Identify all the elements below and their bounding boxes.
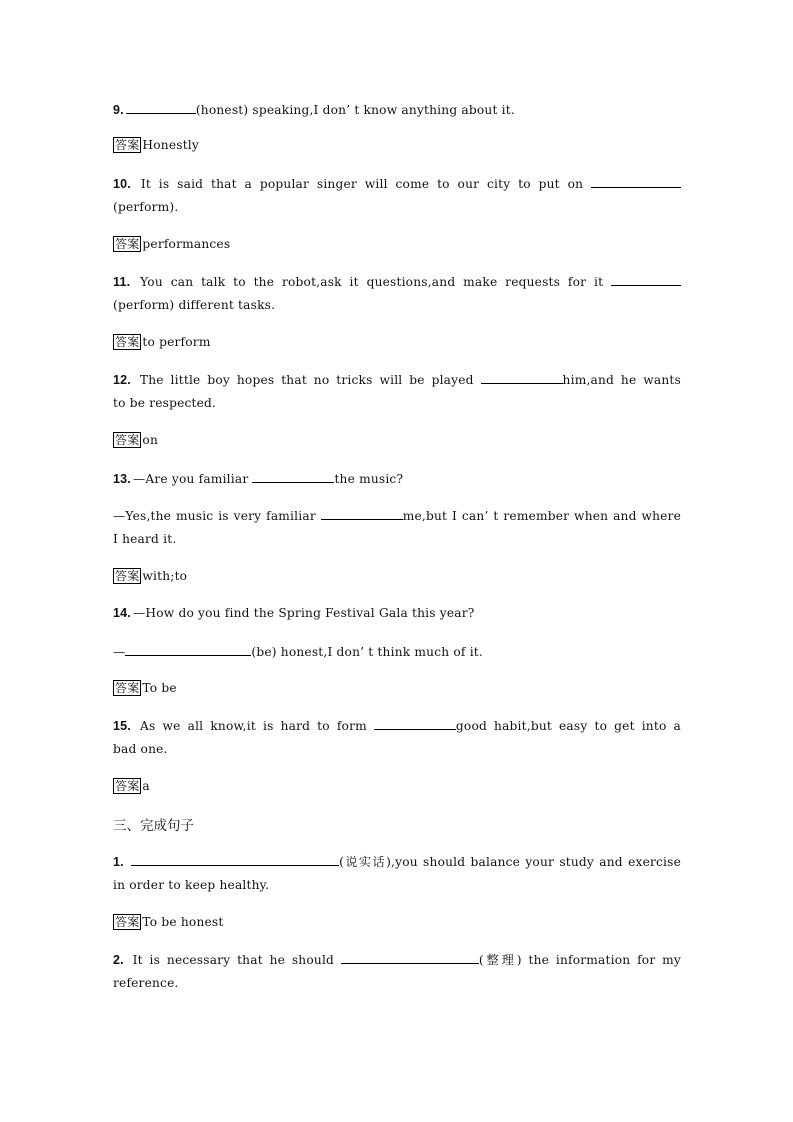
question-number: 15. [113, 719, 131, 733]
question-text: the music? [334, 472, 404, 486]
answer-tag: 答案 [115, 569, 140, 583]
question-number: 14. [113, 606, 131, 620]
question-12-line2 [113, 395, 681, 411]
answer-tag: 答案 [115, 237, 140, 251]
answer-text: to perform [142, 335, 211, 349]
question-text: (perform) different tasks. [113, 298, 276, 312]
question-12 [113, 371, 681, 388]
answer-blank [321, 507, 403, 520]
question-text: reference. [113, 976, 179, 990]
question-text: You can talk to the robot,ask it questions,and make requests for it [140, 275, 604, 289]
question-13 [113, 470, 681, 487]
answer-blank [252, 470, 334, 483]
question-text: (说实话),you should balance your study and exercise [339, 855, 682, 869]
answer-blank [591, 175, 681, 188]
question-text: in order to keep healthy. [113, 878, 270, 892]
question-text: him,and he wants [562, 373, 681, 387]
question-text: to be respected. [113, 396, 217, 410]
answer-tag: 答案 [115, 335, 140, 349]
answer-tag: 答案 [115, 779, 140, 793]
answer-12 [113, 432, 681, 448]
question-text: —Yes,the music is very familiar [113, 509, 316, 523]
question-13-line3 [113, 531, 681, 547]
sentence-2 [113, 951, 681, 968]
question-text: good habit,but easy to get into a [455, 719, 681, 733]
answer-9 [113, 137, 681, 153]
answer-tag: 答案 [115, 915, 140, 929]
sentence-1 [113, 853, 681, 870]
answer-tag: 答案 [115, 681, 140, 695]
answer-s1 [113, 914, 681, 930]
question-15-line2 [113, 741, 681, 757]
answer-text: on [142, 433, 158, 447]
answer-text: performances [142, 237, 231, 251]
answer-blank [611, 273, 681, 286]
section-heading: 三、完成句子 [113, 818, 194, 834]
question-text: (be) honest,I don’ t think much of it. [251, 645, 483, 659]
question-13-line2 [113, 507, 681, 524]
question-10 [113, 175, 681, 192]
question-number: 2. [113, 953, 124, 967]
answer-blank [481, 371, 563, 384]
question-text: (honest) speaking,I don’ t know anything about it. [195, 103, 515, 117]
question-14 [113, 605, 681, 621]
question-text: I heard it. [113, 532, 177, 546]
question-14-line2 [113, 643, 681, 660]
sentence-1-line2 [113, 877, 681, 893]
question-11 [113, 273, 681, 290]
question-text: me,but I can’ t remember when and where [402, 509, 682, 523]
question-text: (perform). [113, 200, 179, 214]
answer-blank [341, 951, 479, 964]
answer-text: To be [142, 681, 177, 695]
answer-blank [125, 643, 251, 656]
question-number: 9. [113, 103, 124, 117]
answer-text: with;to [142, 569, 188, 583]
sentence-2-line2 [113, 975, 681, 991]
question-15 [113, 717, 681, 734]
question-text: As we all know,it is hard to form [140, 719, 367, 733]
question-text: It is necessary that he should [132, 953, 335, 967]
answer-blank [126, 101, 196, 114]
answer-blank [131, 853, 339, 866]
question-number: 12. [113, 373, 131, 387]
question-text: (整理) the information for my [478, 953, 682, 967]
question-text: —Are you familiar [132, 472, 249, 486]
answer-text: Honestly [142, 138, 199, 152]
question-9 [113, 101, 681, 118]
answer-blank [374, 717, 456, 730]
question-number: 11. [113, 275, 131, 289]
answer-text: a [142, 779, 150, 793]
question-number: 1. [113, 855, 124, 869]
question-11-line2 [113, 297, 681, 313]
answer-10 [113, 236, 681, 252]
question-text: — [113, 645, 126, 659]
answer-tag: 答案 [115, 138, 140, 152]
question-number: 13. [113, 472, 131, 486]
answer-15 [113, 778, 681, 794]
question-text: bad one. [113, 742, 168, 756]
answer-text: To be honest [142, 915, 224, 929]
question-text: —How do you find the Spring Festival Gala this year? [132, 606, 475, 620]
answer-tag: 答案 [115, 433, 140, 447]
answer-11 [113, 334, 681, 350]
question-10-line2 [113, 199, 681, 215]
answer-13 [113, 568, 681, 584]
question-text: The little boy hopes that no tricks will be played [139, 373, 474, 387]
question-number: 10. [113, 177, 131, 191]
question-text: It is said that a popular singer will come to our city to put on [140, 177, 584, 191]
answer-14 [113, 680, 681, 696]
